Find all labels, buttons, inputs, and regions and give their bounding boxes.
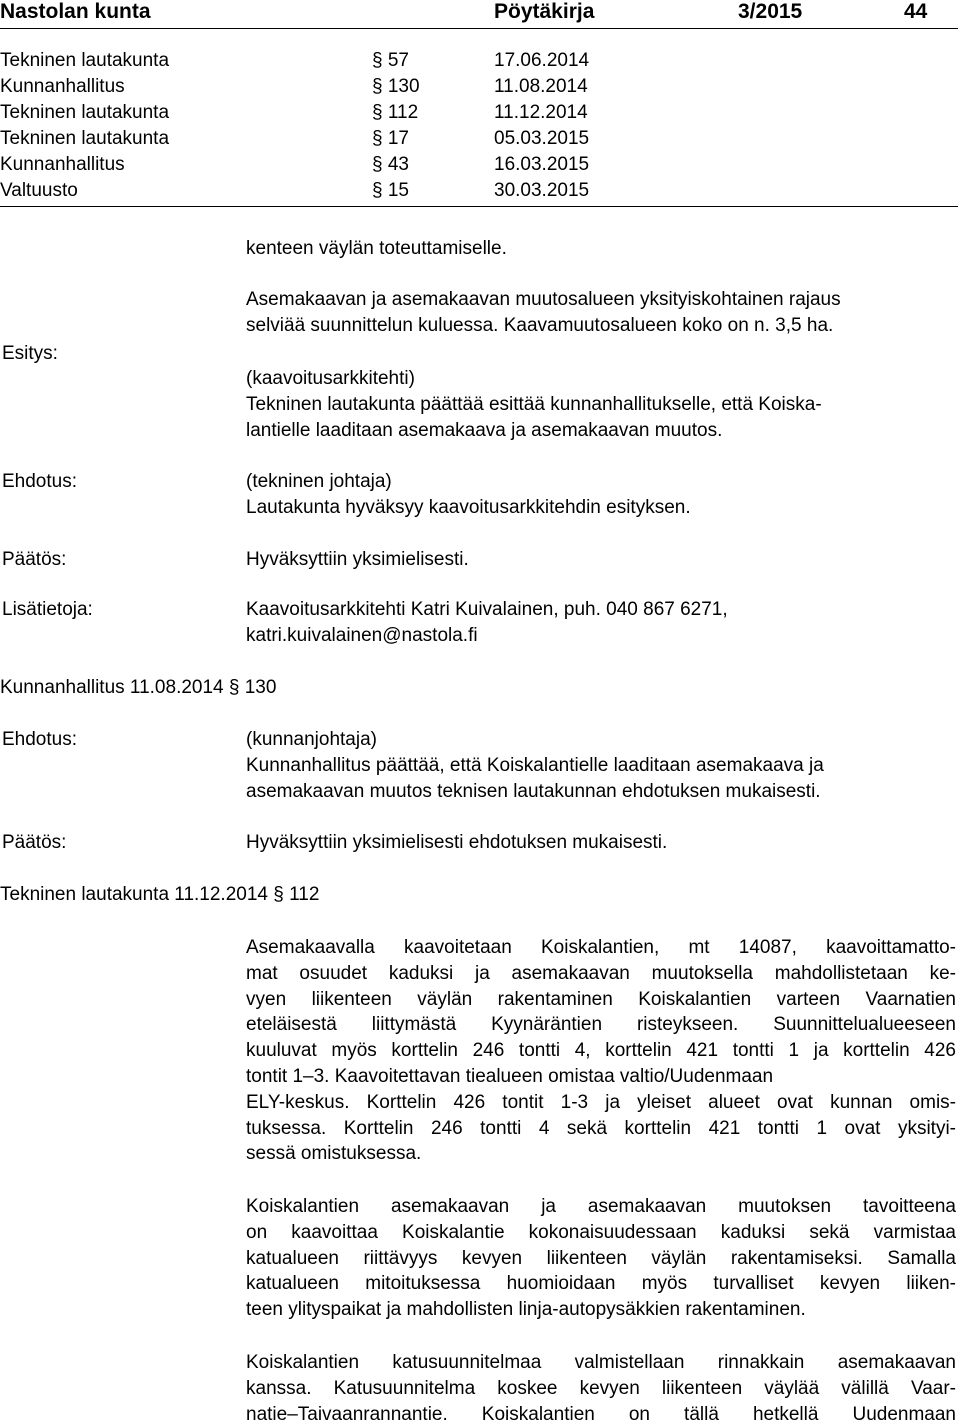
esitys-text-line: lantielle laaditaan asemakaava ja asemakaavan muutos. [246,420,723,441]
history-section-number: § 112 [372,102,419,123]
history-date: 11.12.2014 [494,102,588,123]
tl-paragraph-2 [246,1194,956,1323]
history-date: 17.06.2014 [494,50,590,71]
paragraph-line: Asemakaavalla kaavoitetaan Koiskalantien, mt 14087, kaavoittamatto- [246,937,956,958]
scope-text-line: selviää suunnittelun kuluessa. Kaavamuutosalueen koko on n. 3,5 ha. [246,315,834,336]
scope-text-line: Asemakaavan ja asemakaavan muutosalueen yksityiskohtainen rajaus [246,289,841,310]
contact-info-line: Kaavoitusarkkitehti Katri Kuivalainen, puh. 040 867 6271, [246,599,728,620]
tl-paragraph-1 [246,935,956,1167]
history-body: Tekninen lautakunta [0,50,170,71]
history-body: Valtuusto [0,180,78,201]
paatos-label: Päätös: [2,549,67,570]
paragraph-line: vyen liikenteen väylän rakentaminen Koiskalantien varteen Vaarnatien [246,988,956,1010]
paragraph-line: ELY-keskus. Korttelin 426 tontit 1-3 ja yleiset alueet ovat kunnan omis- [246,1091,956,1113]
paragraph-line: on kaavoittaa Koiskalantie kokonaisuudessaan kaduksi sekä varmistaa [246,1221,956,1243]
ehdotus-role: (tekninen johtaja) [246,471,392,492]
history-body: Tekninen lautakunta [0,102,170,123]
document-issue: 3/2015 [738,0,803,23]
contact-email: katri.kuivalainen@nastola.fi [246,625,478,646]
page-number: 44 [904,0,928,23]
history-rule [0,206,958,207]
kh-section-heading: Kunnanhallitus 11.08.2014 § 130 [0,677,277,698]
history-date: 05.03.2015 [494,128,590,149]
paragraph-line: kanssa. Katusuunnitelma koskee kevyen liikenteen väylää välillä Vaar- [246,1377,956,1399]
kh-paatos-label: Päätös: [2,832,67,853]
paragraph-line: Koiskalantien katusuunnitelmaa valmistellaan rinnakkain asemakaavan [246,1352,956,1373]
paragraph-line: sessä omistuksessa. [246,1143,422,1165]
tl-paragraph-3 [246,1350,956,1427]
esitys-text-line: Tekninen lautakunta päättää esittää kunnanhallitukselle, että Koiska- [246,394,822,415]
history-section-number: § 15 [372,180,409,201]
paragraph-line: natie–Taivaanrannantie. Koiskalantien on tällä hetkellä Uudenmaan [246,1403,956,1425]
history-date: 16.03.2015 [494,154,590,175]
paragraph-line: tontit 1–3. Kaavoitettavan tiealueen omistaa valtio/Uudenmaan [246,1065,774,1087]
kh-paatos-text: Hyväksyttiin yksimielisesti ehdotuksen mukaisesti. [246,832,668,853]
kh-ehdotus-role: (kunnanjohtaja) [246,729,377,750]
lisatietoja-label: Lisätietoja: [2,599,93,620]
kh-ehdotus-label: Ehdotus: [2,729,77,750]
tl-section-heading: Tekninen lautakunta 11.12.2014 § 112 [0,884,320,905]
paragraph-line: katualueen riittävyys kevyen liikenteen väylän rakentamiseksi. Samalla [246,1247,956,1269]
header-rule [0,28,958,29]
history-section-number: § 57 [372,50,409,71]
continued-text: kenteen väylän toteuttamiselle. [246,238,507,259]
history-section-number: § 43 [372,154,409,175]
ehdotus-text: Lautakunta hyväksyy kaavoitusarkkitehdin esityksen. [246,497,691,518]
paragraph-line: eteläisestä liittymästä Kyynäräntien risteykseen. Suunnittelualueeseen [246,1014,956,1036]
document-type: Pöytäkirja [494,0,595,23]
kh-ehdotus-text-line: Kunnanhallitus päättää, että Koiskalantielle laaditaan asemakaava ja [246,755,824,776]
paragraph-line: kuuluvat myös korttelin 246 tontti 4, korttelin 421 tontti 1 ja korttelin 426 [246,1040,956,1062]
history-section-number: § 130 [372,76,420,97]
paatos-text: Hyväksyttiin yksimielisesti. [246,549,469,570]
history-date: 30.03.2015 [494,180,590,201]
paragraph-line: Koiskalantien asemakaavan ja asemakaavan muutoksen tavoitteena [246,1196,956,1217]
paragraph-line: mat osuudet kaduksi ja asemakaavan muutoksella mahdollistetaan ke- [246,962,956,984]
municipality-name: Nastolan kunta [0,0,151,23]
esitys-label: Esitys: [2,343,58,364]
history-section-number: § 17 [372,128,409,149]
paragraph-line: teen ylityspaikat ja mahdollisten linja-autopysäkkien rakentaminen. [246,1299,806,1321]
history-body: Tekninen lautakunta [0,128,170,149]
esitys-role: (kaavoitusarkkitehti) [246,368,415,389]
ehdotus-label: Ehdotus: [2,471,77,492]
kh-ehdotus-text-line: asemakaavan muutos teknisen lautakunnan ehdotuksen mukaisesti. [246,781,821,802]
paragraph-line: katualueen mitoituksessa huomioidaan myös turvalliset kevyen liiken- [246,1273,956,1295]
history-body: Kunnanhallitus [0,154,125,175]
history-date: 11.08.2014 [494,76,588,97]
paragraph-line: tuksessa. Korttelin 246 tontti 4 sekä korttelin 421 tontti 1 ovat yksityi- [246,1117,956,1139]
history-body: Kunnanhallitus [0,76,125,97]
